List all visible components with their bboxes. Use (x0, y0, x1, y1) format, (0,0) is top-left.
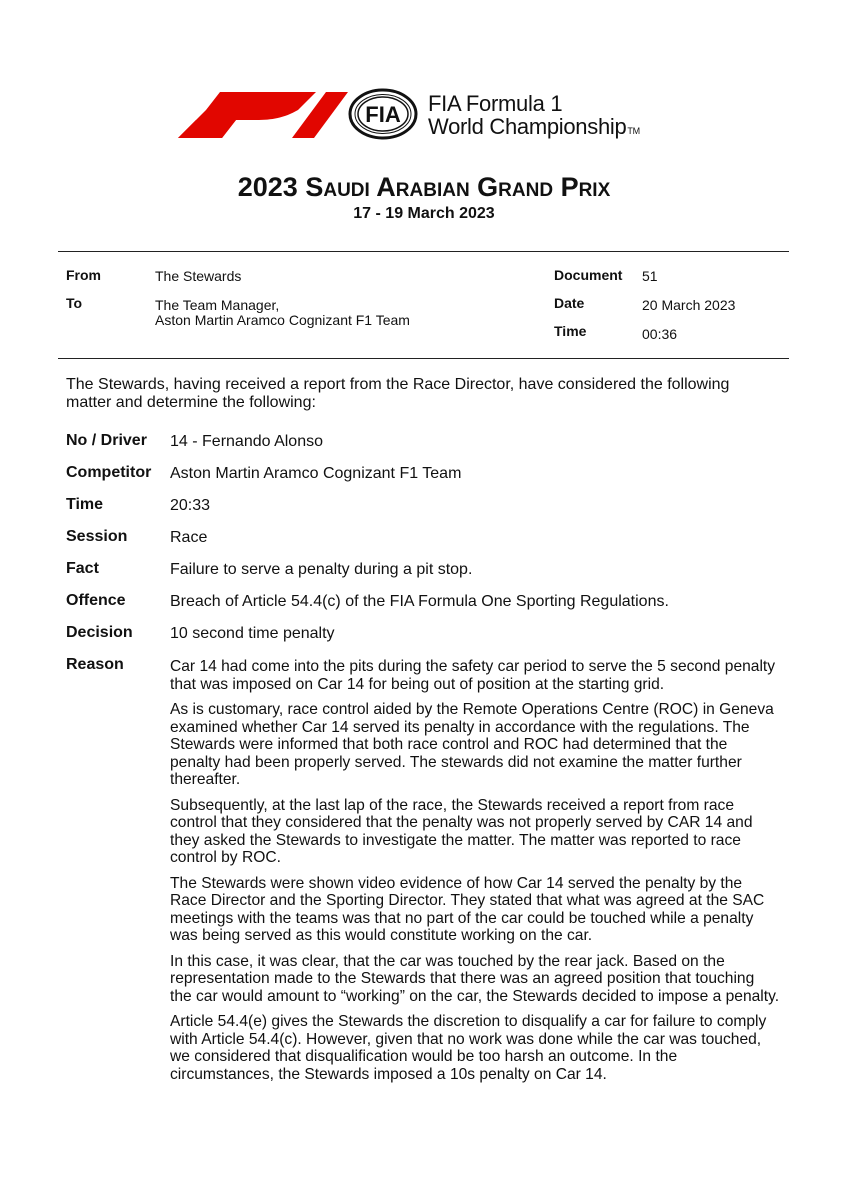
field-label-session: Session (66, 528, 128, 545)
field-value-driver: 14 - Fernando Alonso (170, 433, 323, 450)
time-label: Time (554, 323, 587, 339)
divider-top (58, 251, 789, 252)
reason-paragraph-1: Car 14 had come into the pits during the safety car period to serve the 5 second penalty that was imposed on Car 14 for being out of position at the starting grid. (170, 658, 776, 693)
document-label: Document (554, 267, 623, 283)
divider-bottom (58, 358, 789, 359)
date-value: 20 March 2023 (642, 297, 736, 313)
field-label-fact: Fact (66, 560, 99, 577)
field-value-time: 20:33 (170, 497, 211, 514)
field-value-offence: Breach of Article 54.4(c) of the FIA Formula One Sporting Regulations. (170, 593, 669, 610)
event-title (0, 172, 848, 203)
field-value-fact: Failure to serve a penalty during a pit stop. (170, 561, 473, 578)
trademark-mark: TM (627, 126, 640, 136)
header-logos (176, 88, 696, 148)
reason-paragraph-5: In this case, it was clear, that the car was touched by the rear jack. Based on the representation made to the Stewards that there was an agreed position that touching the car would amount to “working” on the car, the Stewards decided to impose a penalty. (170, 952, 780, 1005)
to-value-line-2: Aston Martin Aramco Cognizant F1 Team (155, 312, 410, 328)
field-label-time: Time (66, 496, 104, 513)
to-value-line-1: The Team Manager, (155, 297, 280, 313)
field-label-reason: Reason (66, 656, 124, 673)
event-year: 2023 (237, 172, 298, 202)
field-value-decision: 10 second time penalty (170, 625, 335, 642)
field-label-driver: No / Driver (66, 432, 147, 449)
field-value-session: Race (170, 529, 208, 546)
event-name: Saudi Arabian Grand Prix (305, 172, 611, 202)
svg-text:FIA: FIA (365, 102, 401, 127)
from-label: From (66, 267, 101, 283)
from-value: The Stewards (155, 268, 242, 284)
field-label-offence: Offence (66, 592, 126, 609)
document-number: 51 (642, 268, 658, 284)
f1-logo-icon (176, 92, 348, 138)
championship-line-1: FIA Formula 1 (428, 91, 563, 116)
reason-paragraph-2: As is customary, race control aided by the Remote Operations Centre (ROC) in Geneva examined whether Car 14 served its penalty in accordance with the regulations. The Stewards were informed that both race control and ROC had determined that the penalty had been properly served. The stewards did not examine the matter further thereafter. (170, 701, 774, 788)
event-dates: 17 - 19 March 2023 (353, 205, 495, 222)
reason-paragraph-4: The Stewards were shown video evidence of how Car 14 served the penalty by the Race Director and the Sporting Director. They stated that what was agreed at the SAC meetings with the teams was that no part of the car could be touched while a penalty was being served as this would constitute working on the car. (170, 874, 765, 944)
field-label-competitor: Competitor (66, 464, 152, 481)
time-value: 00:36 (642, 326, 678, 342)
reason-paragraph-6: Article 54.4(e) gives the Stewards the discretion to disqualify a car for failure to comply with Article 54.4(c). However, given that no work was done while the car was touched, we considered that disqualification would be too harsh an outcome. In the circumstances, the Stewards imposed a 10s penalty on Car 14. (170, 1013, 767, 1083)
field-value-competitor: Aston Martin Aramco Cognizant F1 Team (170, 465, 462, 482)
fia-logo-icon (348, 88, 418, 140)
championship-wordmark (428, 92, 640, 143)
field-label-decision: Decision (66, 624, 133, 641)
championship-line-2: World ChampionshipTM (428, 114, 640, 139)
reason-paragraph-3: Subsequently, at the last lap of the race, the Stewards received a report from race control that they considered that the penalty was not properly served by CAR 14 and they asked the Stewards to investigate the matter. The matter was reported to race control by ROC. (170, 796, 753, 866)
reason-text (170, 658, 780, 1091)
to-label: To (66, 295, 83, 311)
intro-paragraph: The Stewards, having received a report from the Race Director, have considered the following matter and determine the following: (66, 376, 730, 411)
date-label: Date (554, 295, 585, 311)
